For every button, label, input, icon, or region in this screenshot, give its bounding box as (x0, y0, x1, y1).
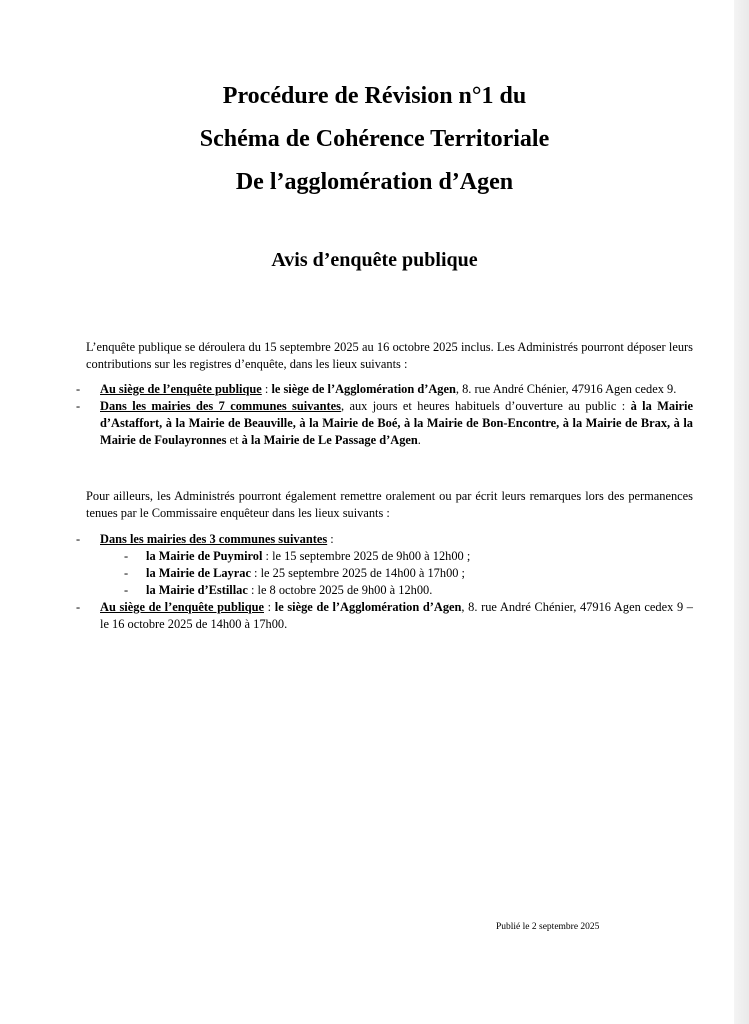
title-line-3: De l’agglomération d’Agen (235, 169, 514, 195)
puymirol-place: la Mairie de Puymirol (146, 549, 263, 563)
siege-label: Au siège de l’enquête publique (100, 382, 262, 396)
bullet-dash: - (76, 600, 81, 614)
list-item-puymirol (100, 548, 660, 565)
permanence-siege-details: , 8. rue André Chénier, 47916 Agen cedex 9 – le 16 octobre 2025 de 14h00 à 17h00. (100, 600, 694, 631)
mairies-label: Dans les mairies des 7 communes suivantes (100, 399, 341, 413)
mairies-hours: , aux jours et heures habituels d’ouverture au public : (340, 399, 631, 413)
list-item-layrac (100, 565, 660, 582)
intro-paragraph: L’enquête publique se déroulera du 15 septembre 2025 au 16 octobre 2025 inclus. Les Administrés pourront déposer leurs contributions sur les registres d’enquête, dans les lieux suivants : (86, 340, 693, 371)
bullet-dash: - (76, 399, 81, 413)
notice-subtitle: Avis d’enquête publique (271, 249, 478, 271)
list-item-estillac (100, 582, 660, 599)
mairies-list: à la Mairie d’Astaffort, à la Mairie de Beauville, à la Mairie de Boé, à la Mairie de Bon-Encontre, à la Mairie de Brax, à la Mairie de Foulayronnes (100, 399, 693, 447)
permanences-sublist (100, 548, 660, 599)
estillac-place: la Mairie d’Estillac (146, 583, 248, 597)
layrac-place: la Mairie de Layrac (146, 566, 251, 580)
document-title (0, 80, 749, 209)
estillac-date: : le 8 octobre 2025 de 9h00 à 12h00. (247, 583, 433, 597)
permanences-list (76, 531, 693, 633)
list-item-permanences-mairies (76, 531, 693, 548)
title-line-2: Schéma de Cohérence Territoriale (199, 126, 550, 152)
sub-bullet-dash: - (124, 549, 129, 563)
title-line-1: Procédure de Révision n°1 du (222, 83, 527, 109)
permanence-siege-location: le siège de l’Agglomération d’Agen (274, 600, 462, 614)
permanences-paragraph: Pour ailleurs, les Administrés pourront également remettre oralement ou par écrit leurs remarques lors des permanences tenues par le Commissaire enquêteur dans les lieux suivants : (86, 489, 693, 520)
permanence-siege-colon: : (264, 600, 275, 614)
list-item-permanence-siege (76, 599, 693, 633)
publication-date: Publié le 2 septembre 2025 (496, 922, 600, 932)
sub-bullet-dash: - (124, 566, 129, 580)
bullet-dash: - (76, 532, 81, 546)
siege-colon: : (261, 382, 272, 396)
mairie-le-passage: à la Mairie de Le Passage d’Agen (241, 433, 418, 447)
list-item-mairies (76, 398, 693, 449)
mairies-end: . (417, 433, 421, 447)
siege-location: le siège de l’Agglomération d’Agen (271, 382, 456, 396)
permanences-mairies-colon: : (327, 532, 334, 546)
mairies-joiner: et (226, 433, 242, 447)
locations-list (76, 381, 693, 449)
permanence-siege-label: Au siège de l’enquête publique (100, 600, 264, 614)
permanences-mairies-label: Dans les mairies des 3 communes suivantes (100, 532, 328, 546)
siege-address: , 8. rue André Chénier, 47916 Agen cedex 9. (455, 382, 677, 396)
list-item-siege (76, 381, 693, 398)
layrac-date: : le 25 septembre 2025 de 14h00 à 17h00 ; (250, 566, 465, 580)
puymirol-date: : le 15 septembre 2025 de 9h00 à 12h00 ; (262, 549, 471, 563)
sub-bullet-dash: - (124, 583, 129, 597)
bullet-dash: - (76, 382, 81, 396)
